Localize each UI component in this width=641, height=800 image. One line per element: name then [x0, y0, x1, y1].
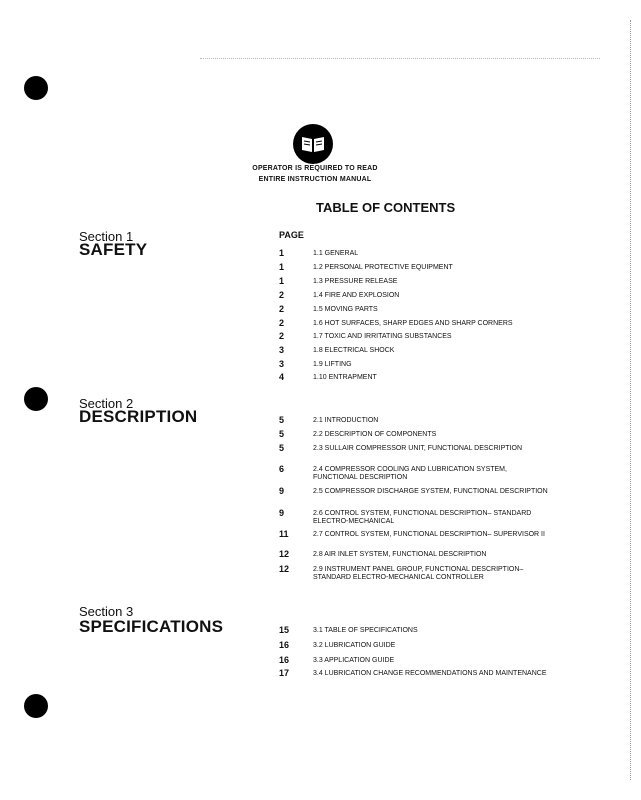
- section-1-label: Section 1: [79, 229, 134, 244]
- toc-entry-page: 15: [279, 625, 290, 635]
- toc-entry-text: 2.8 AIR INLET SYSTEM, FUNCTIONAL DESCRIPTION: [313, 551, 487, 558]
- toc-entry-page: 2: [279, 290, 285, 300]
- toc-entry-page: 16: [279, 655, 290, 665]
- binder-hole-middle: [24, 387, 48, 411]
- toc-entry-text: 2.2 DESCRIPTION OF COMPONENTS: [313, 431, 437, 438]
- toc-entry-text: 3.2 LUBRICATION GUIDE: [313, 642, 396, 649]
- toc-entry-page: 2: [279, 304, 285, 314]
- toc-entry-text: 1.5 MOVING PARTS: [313, 306, 378, 313]
- toc-entry-page: 6: [279, 464, 285, 474]
- toc-entry-page: 2: [279, 331, 285, 341]
- toc-entry-text: 1.4 FIRE AND EXPLOSION: [313, 292, 400, 299]
- section-3-title: SPECIFICATIONS: [79, 617, 224, 636]
- page-column-header: PAGE: [279, 230, 304, 240]
- toc-entry-text: 2.7 CONTROL SYSTEM, FUNCTIONAL DESCRIPTION– SUPERVISOR II: [313, 531, 545, 538]
- section-3-label: Section 3: [79, 604, 134, 619]
- toc-entry-text: 3.4 LUBRICATION CHANGE RECOMMENDATIONS AND MAINTENANCE: [313, 670, 547, 677]
- toc-entry-text: 2.4 COMPRESSOR COOLING AND LUBRICATION SYSTEM, FUNCTIONAL DESCRIPTION: [313, 466, 507, 481]
- toc-entry-text: 3.1 TABLE OF SPECIFICATIONS: [313, 627, 418, 634]
- section-1-title: SAFETY: [79, 240, 148, 259]
- toc-entry-page: 17: [279, 668, 290, 678]
- toc-entry-text: 2.5 COMPRESSOR DISCHARGE SYSTEM, FUNCTIONAL DESCRIPTION: [313, 488, 548, 495]
- toc-entry-page: 9: [279, 508, 285, 518]
- toc-entry-text: 1.9 LIFTING: [313, 361, 352, 368]
- toc-entry-page: 12: [279, 564, 290, 574]
- section-2-title: DESCRIPTION: [79, 407, 198, 426]
- notice-line-1: OPERATOR IS REQUIRED TO READ: [252, 165, 378, 172]
- toc-entry-text: 1.1 GENERAL: [313, 250, 359, 257]
- toc-entry-text: 1.8 ELECTRICAL SHOCK: [313, 347, 395, 354]
- toc-entry-page: 2: [279, 318, 285, 328]
- toc-entry-text: 1.3 PRESSURE RELEASE: [313, 278, 398, 285]
- toc-entry-page: 3: [279, 359, 285, 369]
- toc-entry-text: 1.2 PERSONAL PROTECTIVE EQUIPMENT: [313, 264, 453, 271]
- toc-entry-page: 3: [279, 345, 285, 355]
- toc-entry-page: 16: [279, 640, 290, 650]
- toc-entry-page: 11: [279, 529, 289, 539]
- toc-entry-text: 3.3 APPLICATION GUIDE: [313, 657, 395, 664]
- notice-line-2: ENTIRE INSTRUCTION MANUAL: [258, 176, 372, 183]
- toc-entry-page: 12: [279, 549, 290, 559]
- section-2-label: Section 2: [79, 396, 134, 411]
- toc-entry-text: 1.7 TOXIC AND IRRITATING SUBSTANCES: [313, 333, 452, 340]
- toc-entry-text: 1.6 HOT SURFACES, SHARP EDGES AND SHARP CORNERS: [313, 320, 513, 327]
- toc-entry-text: 2.9 INSTRUMENT PANEL GROUP, FUNCTIONAL DESCRIPTION– STANDARD ELECTRO-MECHANICAL CONTROLLER: [313, 566, 524, 581]
- toc-entry-page: 1: [279, 248, 285, 258]
- toc-entry-page: 1: [279, 262, 285, 272]
- toc-entry-text: 2.6 CONTROL SYSTEM, FUNCTIONAL DESCRIPTION– STANDARD ELECTRO-MECHANICAL: [313, 510, 532, 525]
- page-edge: [629, 20, 631, 780]
- toc-entry-text: 1.10 ENTRAPMENT: [313, 374, 377, 381]
- toc-entry-page: 9: [279, 486, 285, 496]
- toc-entry-page: 5: [279, 429, 285, 439]
- toc-entry-page: 4: [279, 372, 285, 382]
- toc-entry-text: 2.1 INTRODUCTION: [313, 417, 379, 424]
- toc-entry-page: 1: [279, 276, 285, 286]
- binder-hole-top: [24, 76, 48, 100]
- toc-entry-text: 2.3 SULLAIR COMPRESSOR UNIT, FUNCTIONAL DESCRIPTION: [313, 445, 522, 452]
- binder-hole-bottom: [24, 694, 48, 718]
- book-icon: [293, 124, 333, 164]
- read-manual-notice: [230, 163, 400, 185]
- toc-title: TABLE OF CONTENTS: [316, 200, 456, 215]
- scan-line: [200, 58, 600, 59]
- toc-entry-page: 5: [279, 415, 285, 425]
- toc-entry-page: 5: [279, 443, 285, 453]
